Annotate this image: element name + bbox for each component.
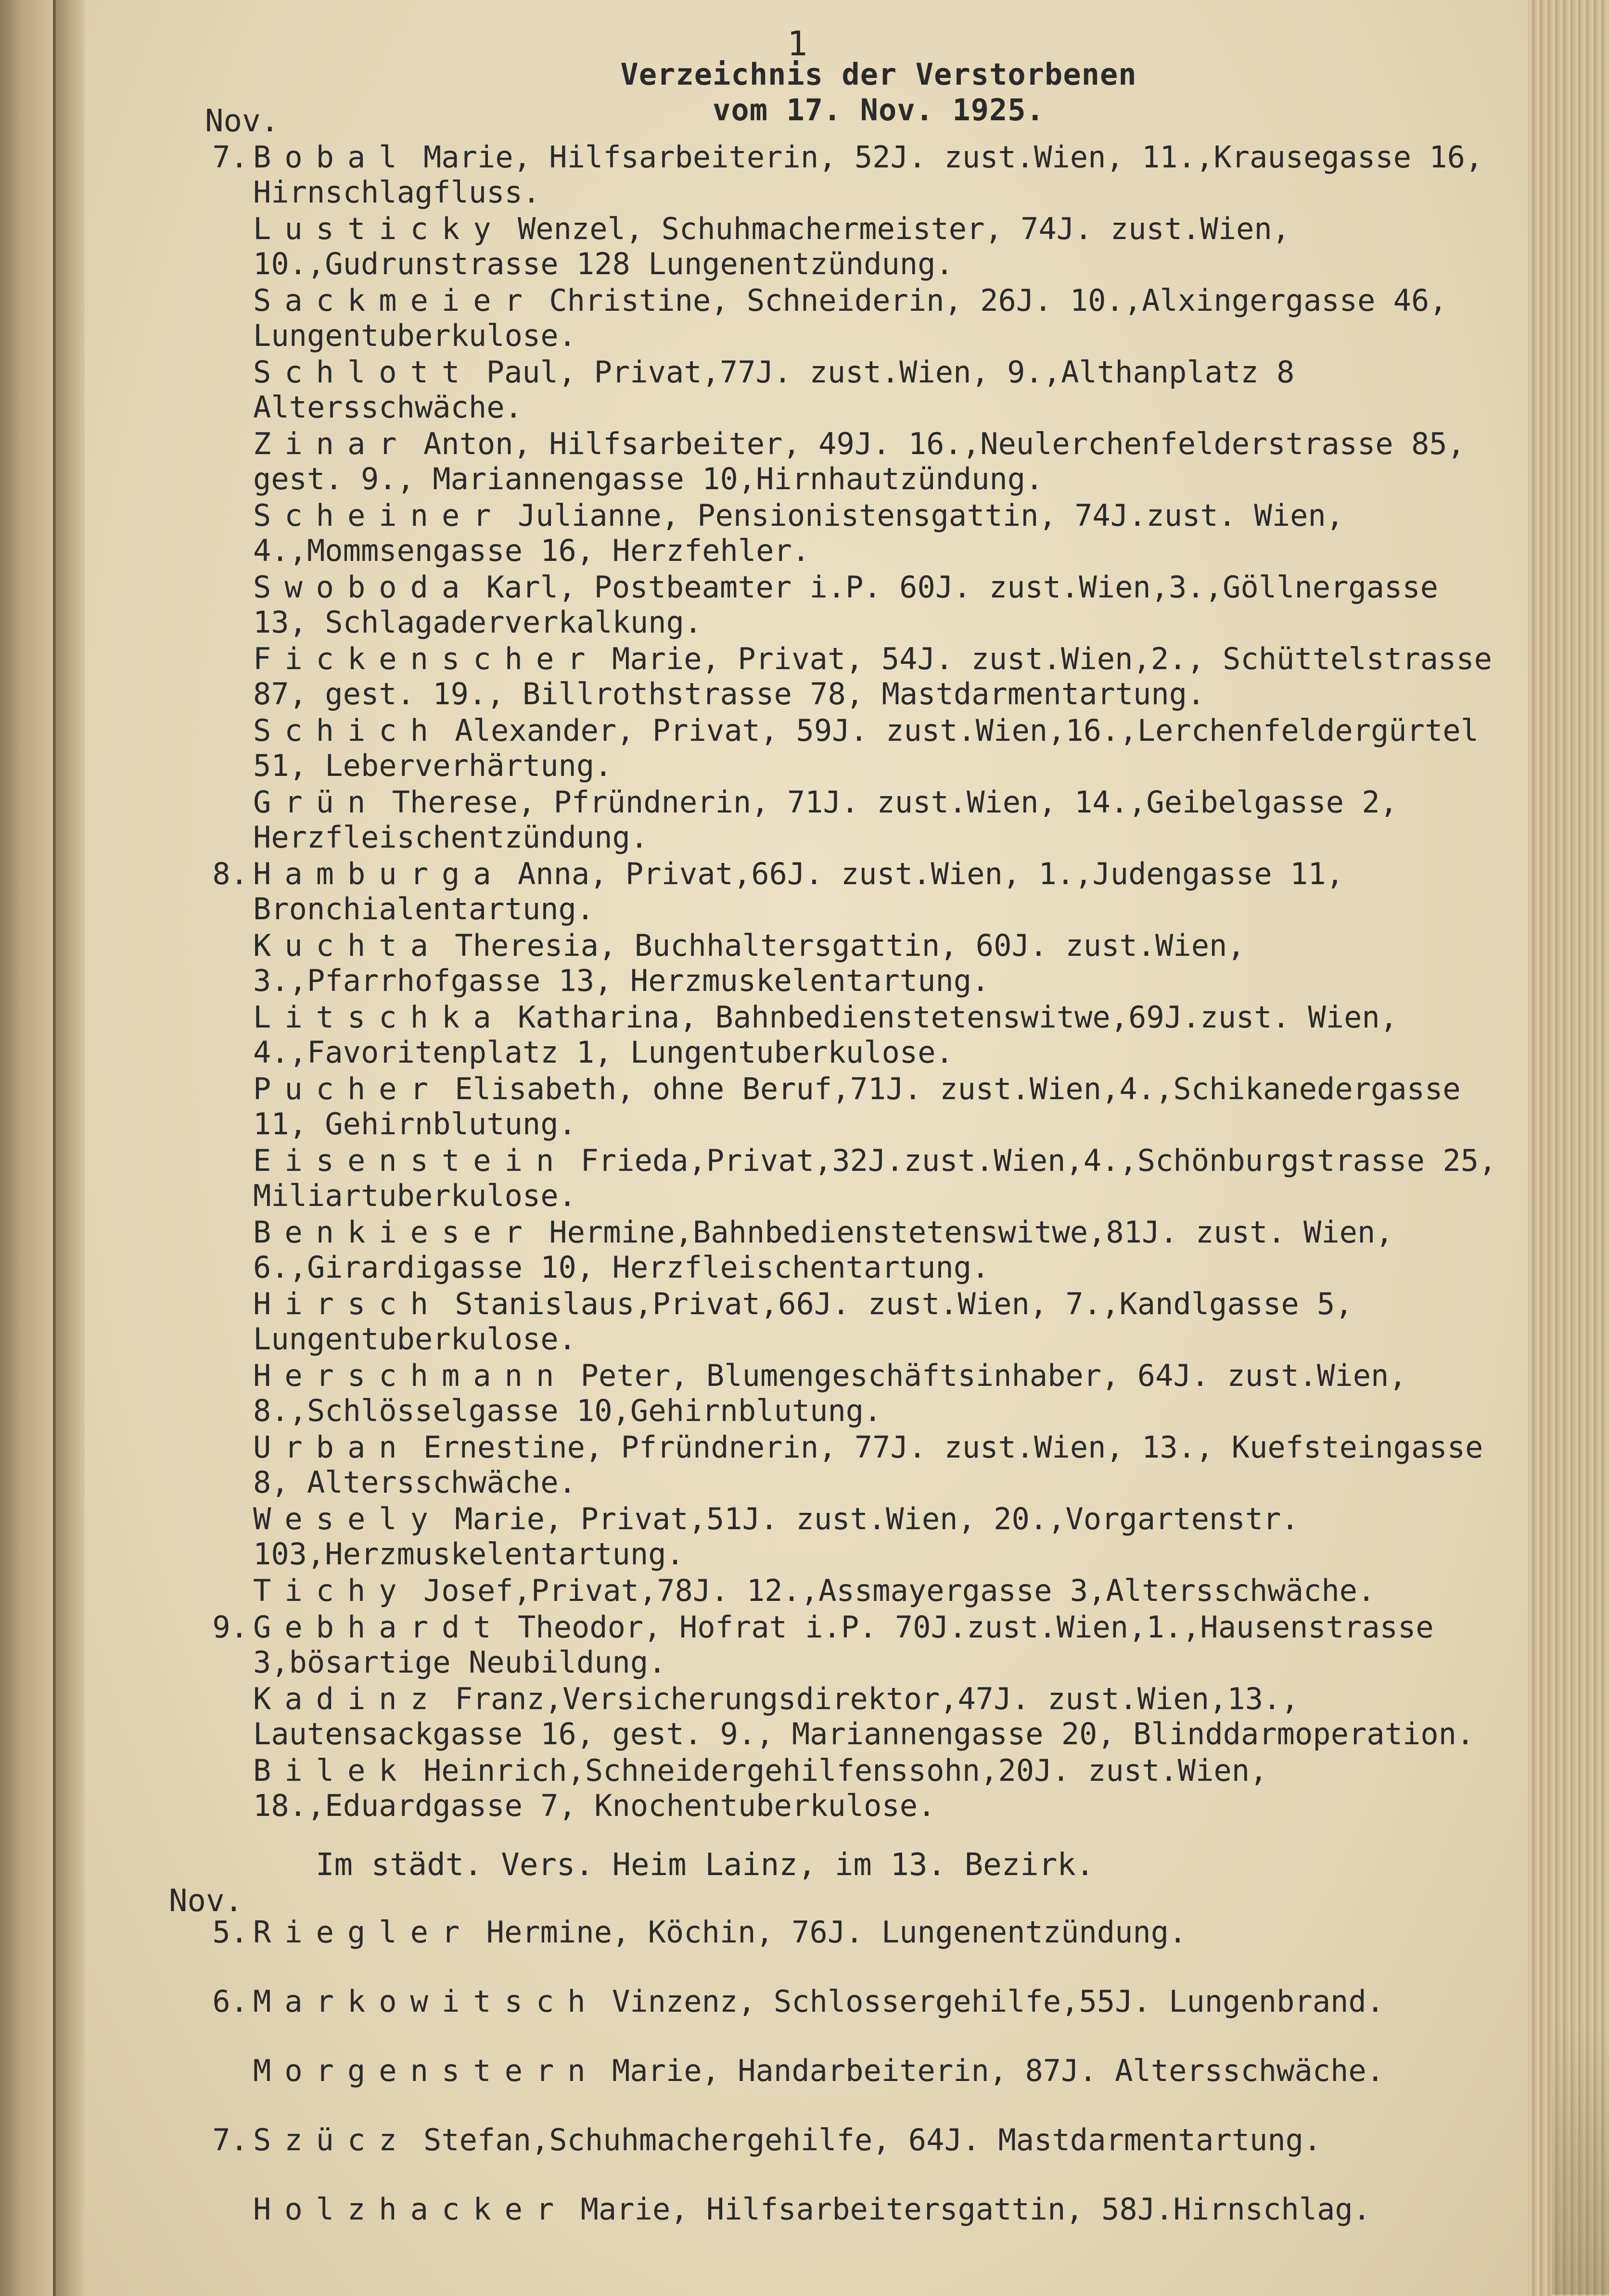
entry-details: Stefan,Schuhmachergehilfe, 64J. Mastdarmentartung. xyxy=(423,2122,1322,2157)
entry-details: Therese, Pfründnerin, 71J. zust.Wien, 14.,Geibelgasse 2, Herzfleischentzündung. xyxy=(253,785,1416,855)
register-entry xyxy=(195,1915,1504,1950)
entry-surname: Pucher xyxy=(253,1071,442,1106)
title-line-2: vom 17. Nov. 1925. xyxy=(713,92,1045,127)
entry-surname: Bilek xyxy=(253,1753,410,1788)
register-entry xyxy=(195,2192,1504,2227)
entry-surname: Benkieser xyxy=(253,1215,536,1250)
register-entry xyxy=(195,1000,1504,1070)
entry-details: Wenzel, Schuhmachermeister, 74J. zust.Wien, 10.,Gudrunstrasse 128 Lungenentzündung. xyxy=(253,211,1308,281)
entry-details: Paul, Privat,77J. zust.Wien, 9.,Althanplatz 8 Altersschwäche. xyxy=(253,355,1313,425)
register-entry xyxy=(195,2122,1504,2157)
entry-surname: Litschka xyxy=(253,1000,505,1035)
register-entry xyxy=(195,1358,1504,1428)
entry-surname: Herschmann xyxy=(253,1358,568,1393)
entry-surname: Sackmeier xyxy=(253,283,536,318)
register-entry xyxy=(195,1610,1504,1680)
register-entry xyxy=(195,1286,1504,1357)
entry-date: 7. xyxy=(212,140,248,175)
entry-surname: Fickenscher xyxy=(253,641,599,676)
entry-surname: Lusticky xyxy=(253,211,505,246)
register-entry xyxy=(195,1501,1504,1572)
entry-date: 7. xyxy=(212,2122,248,2157)
title-line-1: Verzeichnis der Verstorbenen xyxy=(620,57,1137,92)
register-entry xyxy=(195,641,1510,711)
register-entry xyxy=(195,570,1504,640)
entry-surname: Schich xyxy=(253,713,442,748)
register-entry xyxy=(195,2053,1504,2088)
entry-surname: Grün xyxy=(253,785,379,820)
entry-surname: Tichy xyxy=(253,1573,410,1608)
entry-surname: Urban xyxy=(253,1430,410,1465)
document-page xyxy=(85,0,1528,2296)
death-register-list xyxy=(195,140,1515,1825)
entry-surname: Kuchta xyxy=(253,928,442,963)
entry-details: Stanislaus,Privat,66J. zust.Wien, 7.,Kandlgasse 5, Lungentuberkulose. xyxy=(253,1286,1371,1357)
entry-surname: Szücz xyxy=(253,2122,410,2157)
entry-details: Heinrich,Schneidergehilfenssohn,20J. zust.Wien, 18.,Eduardgasse 7, Knochentuberkulose. xyxy=(253,1753,1286,1823)
entry-surname: Scheiner xyxy=(253,498,505,533)
book-gutter xyxy=(56,0,85,2296)
entry-details: Hermine,Bahnbedienstetenswitwe,81J. zust. Wien, 6.,Girardigasse 10, Herzfleischentartung. xyxy=(253,1215,1411,1285)
entry-details: Alexander, Privat, 59J. zust.Wien,16.,Lerchenfeldergürtel 51, Leberverhärtung. xyxy=(253,713,1497,783)
register-entry xyxy=(195,355,1504,425)
register-entry xyxy=(195,1215,1504,1285)
entry-surname: Hamburga xyxy=(253,856,505,891)
entry-details: Hermine, Köchin, 76J. Lungenentzündung. xyxy=(486,1915,1187,1950)
entry-date: 6. xyxy=(212,1984,248,2019)
entry-surname: Hirsch xyxy=(253,1286,442,1321)
entry-surname: Swoboda xyxy=(253,570,473,605)
entry-surname: Schlott xyxy=(253,355,473,390)
register-entry xyxy=(195,856,1504,926)
register-entry xyxy=(195,1071,1504,1142)
register-entry xyxy=(195,211,1504,281)
entry-date: 5. xyxy=(212,1915,248,1950)
entry-surname: Gebhardt xyxy=(253,1610,505,1645)
entry-details: Anton, Hilfsarbeiter, 49J. 16.,Neulerchenfelderstrasse 85, gest. 9., Mariannengasse 10,Hirnhautzündung. xyxy=(253,426,1483,496)
entry-details: Marie, Privat, 54J. zust.Wien,2., Schüttelstrasse 87, gest. 19., Billrothstrasse 78, Mastdarmentartung. xyxy=(253,641,1510,711)
entry-details: Theresia, Buchhaltersgattin, 60J. zust.Wien, 3.,Pfarrhofgasse 13, Herzmuskelentartung. xyxy=(253,928,1264,998)
entry-surname: Holzhacker xyxy=(253,2192,568,2227)
entry-surname: Kadinz xyxy=(253,1681,442,1716)
entry-details: Marie, Handarbeiterin, 87J. Altersschwäche. xyxy=(612,2053,1385,2088)
register-entry xyxy=(195,1573,1504,1608)
page-stack-edges xyxy=(1528,0,1609,2296)
register-entry xyxy=(195,713,1504,783)
entry-details: Marie, Hilfsarbeitersgattin, 58J.Hirnschlag. xyxy=(580,2192,1371,2227)
page-wear-shadow xyxy=(1552,2020,1609,2295)
entry-details: Franz,Versicherungsdirektor,47J. zust.Wien,13., Lautensackgasse 16, gest. 9., Mariannengasse 20, Blinddarmoperation. xyxy=(253,1681,1475,1751)
entry-details: Anna, Privat,66J. zust.Wien, 1.,Judengasse 11, Bronchialentartung. xyxy=(253,856,1362,926)
register-entry xyxy=(195,1681,1504,1751)
entry-details: Frieda,Privat,32J.zust.Wien,4.,Schönburgstrasse 25, Miliartuberkulose. xyxy=(253,1143,1515,1213)
entry-details: Peter, Blumengeschäftsinhaber, 64J. zust.Wien, 8.,Schlösselgasse 10,Gehirnblutung. xyxy=(253,1358,1425,1428)
entry-surname: Eisenstein xyxy=(253,1143,568,1178)
register-entry xyxy=(195,426,1504,496)
entry-details: Christine, Schneiderin, 26J. 10.,Alxingergasse 46, Lungentuberkulose. xyxy=(253,283,1465,353)
entry-surname: Zinar xyxy=(253,426,410,461)
entry-details: Katharina, Bahnbedienstetenswitwe,69J.zust. Wien, 4.,Favoritenplatz 1, Lungentuberkulose. xyxy=(253,1000,1416,1070)
lainz-register-list xyxy=(195,1915,1504,2261)
entry-details: Marie, Hilfsarbeiterin, 52J. zust.Wien, 11.,Krausegasse 16, Hirnschlagfluss. xyxy=(253,140,1501,210)
document-title xyxy=(518,57,1239,128)
entry-details: Ernestine, Pfründnerin, 77J. zust.Wien, 13., Kuefsteingasse 8, Altersschwäche. xyxy=(253,1430,1501,1500)
register-entry xyxy=(195,1143,1515,1213)
entry-surname: Wesely xyxy=(253,1501,442,1536)
entry-details: Elisabeth, ohne Beruf,71J. zust.Wien,4.,Schikanedergasse 11, Gehirnblutung. xyxy=(253,1071,1479,1142)
section-header-lainz: Im städt. Vers. Heim Lainz, im 13. Bezirk. xyxy=(316,1847,1095,1883)
entry-details: Josef,Privat,78J. 12.,Assmayergasse 3,Altersschwäche. xyxy=(423,1573,1376,1608)
entry-details: Marie, Privat,51J. zust.Wien, 20.,Vorgartenstr. 103,Herzmuskelentartung. xyxy=(253,1501,1317,1572)
register-entry xyxy=(195,498,1504,568)
register-entry xyxy=(195,1753,1504,1823)
entry-surname: Markowitsch xyxy=(253,1984,599,2019)
register-entry xyxy=(195,928,1504,998)
entry-details: Theodor, Hofrat i.P. 70J.zust.Wien,1.,Hausenstrasse 3,bösartige Neubildung. xyxy=(253,1610,1452,1680)
entry-date: 9. xyxy=(212,1610,248,1645)
entry-details: Julianne, Pensionistensgattin, 74J.zust. Wien, 4.,Mommsengasse 16, Herzfehler. xyxy=(253,498,1362,568)
month-label: Nov. xyxy=(205,103,280,139)
entry-details: Vinzenz, Schlossergehilfe,55J. Lungenbrand. xyxy=(612,1984,1385,2019)
register-entry xyxy=(195,283,1504,353)
register-entry xyxy=(195,140,1504,210)
entry-surname: Morgenstern xyxy=(253,2053,599,2088)
register-entry xyxy=(195,785,1504,855)
page-number: 1 xyxy=(787,24,808,63)
entry-surname: Riegler xyxy=(253,1915,473,1950)
register-entry xyxy=(195,1984,1504,2019)
entry-details: Karl, Postbeamter i.P. 60J. zust.Wien,3.,Göllnergasse 13, Schlagaderverkalkung. xyxy=(253,570,1456,640)
entry-date: 8. xyxy=(212,856,248,891)
section2-month-label: Nov. xyxy=(169,1883,243,1919)
facing-page-edge xyxy=(0,0,56,2296)
register-entry xyxy=(195,1430,1504,1500)
entry-surname: Bobal xyxy=(253,140,410,175)
